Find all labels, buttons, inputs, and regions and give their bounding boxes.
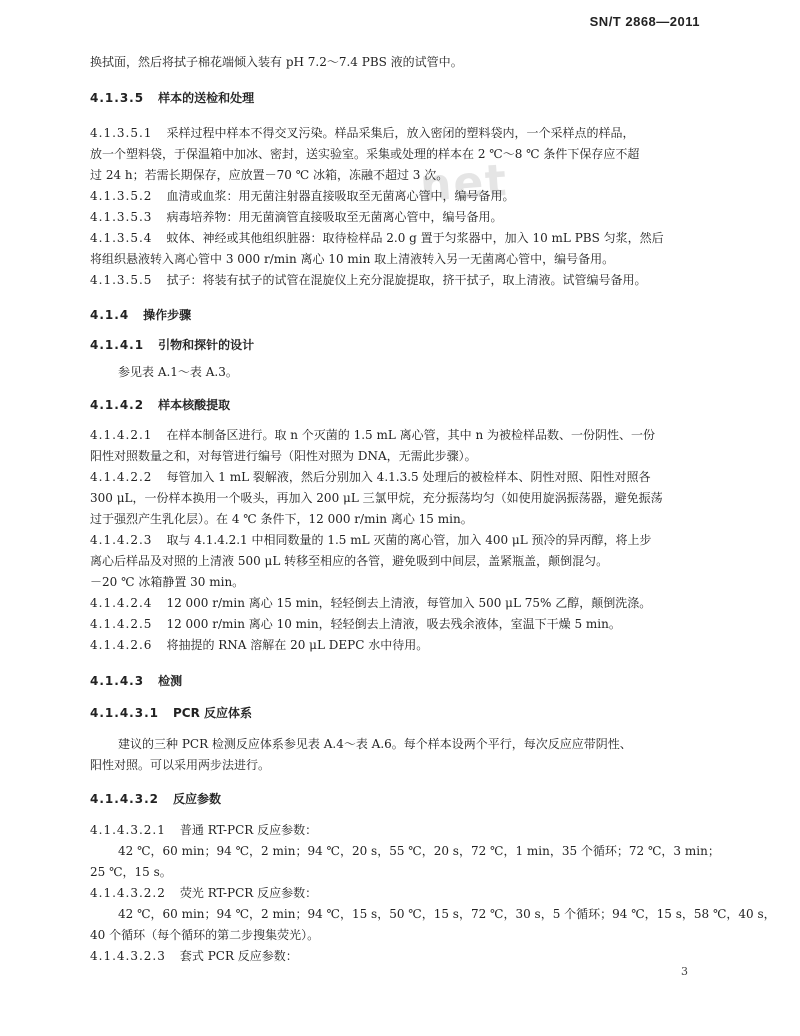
line-text: 将抽提的 RNA 溶解在 20 μL DEPC 水中待用。 (166, 638, 429, 652)
line-text: 在样本制备区进行。取 n 个灭菌的 1.5 mL 离心管，其中 n 为被检样品数、一份阴性、一份 (166, 428, 656, 442)
text-line (90, 251, 614, 267)
line-text: 放一个塑料袋，于保温箱中加冰、密封，送实验室。采集或处理的样本在 2 ℃～8 ℃ 条件下保存应不超 (90, 147, 640, 161)
section-heading (90, 90, 254, 106)
heading-text: 操作步骤 (143, 308, 192, 322)
line-text: 阳性对照数量之和，对每管进行编号（阳性对照为 DNA，无需此步骤）。 (90, 449, 477, 463)
line-text: 拭子：将装有拭子的试管在混旋仪上充分混旋提取，挤干拭子，取上清液。试管编号备用。 (166, 273, 647, 287)
text-line (90, 448, 477, 464)
line-text: 套式 PCR 反应参数： (179, 949, 298, 963)
page-number: 3 (681, 965, 688, 978)
clause-number: 4.1.4.2.1 (90, 428, 153, 442)
text-line (90, 125, 634, 141)
line-text: 每管加入 1 mL 裂解液，然后分别加入 4.1.3.5 处理后的被检样本、阴性对照、阳性对照各 (166, 470, 651, 484)
text-line (118, 364, 238, 380)
section-heading (90, 673, 182, 689)
heading-text: 检测 (158, 674, 183, 688)
line-text: 参见表 A.1～表 A.3。 (118, 365, 238, 379)
text-line (90, 616, 621, 632)
clause-number: 4.1.4.3.2 (90, 792, 159, 806)
clause-number: 4.1.4.3.2.1 (90, 823, 166, 837)
line-text: 取与 4.1.4.2.1 中相同数量的 1.5 mL 灭菌的离心管，加入 400 μL 预冷的异丙醇，将上步 (166, 533, 652, 547)
text-line (90, 511, 473, 527)
section-heading (90, 397, 230, 413)
line-text: 25 ℃，15 s。 (90, 865, 172, 879)
text-line (90, 469, 650, 485)
line-text: 将组织悬液转入离心管中 3 000 r/min 离心 10 min 取上清液转入另一无菌离心管中，编号备用。 (90, 252, 615, 266)
clause-number: 4.1.3.5.5 (90, 273, 153, 287)
line-text: 换拭面，然后将拭子棉花端倾入装有 pH 7.2～7.4 PBS 液的试管中。 (90, 55, 463, 69)
text-line (90, 864, 172, 880)
line-text: 普通 RT-PCR 反应参数： (179, 823, 318, 837)
text-line (90, 595, 651, 611)
standard-code: SN/T 2868—2011 (589, 14, 700, 29)
clause-number: 4.1.3.5.4 (90, 231, 153, 245)
line-text: 建议的三种 PCR 检测反应体系参见表 A.4～表 A.6。每个样本设两个平行，每次反应应带阴性、 (118, 737, 632, 751)
line-text: 荧光 RT-PCR 反应参数： (179, 886, 318, 900)
text-line (90, 188, 514, 204)
text-line (90, 230, 664, 246)
line-text: 蚊体、神经或其他组织脏器：取待检样品 2.0 g 置于匀浆器中，加入 10 mL PBS 匀浆，然后 (166, 231, 664, 245)
text-line (90, 637, 428, 653)
clause-number: 4.1.4.1 (90, 338, 145, 352)
line-text: 阳性对照。可以采用两步法进行。 (90, 758, 271, 772)
text-line (90, 167, 448, 183)
heading-text: 样本核酸提取 (158, 398, 231, 412)
heading-text: 样本的送检和处理 (158, 91, 255, 105)
clause-number: 4.1.3.5.1 (90, 126, 153, 140)
clause-number: 4.1.3.5.3 (90, 210, 153, 224)
clause-number: 4.1.4 (90, 308, 130, 322)
line-text: 血清或血浆：用无菌注射器直接吸取至无菌离心管中，编号备用。 (166, 189, 515, 203)
text-line (118, 736, 632, 752)
line-text: 过 24 h；若需长期保存，应放置－70 ℃ 冰箱，冻融不超过 3 次。 (90, 168, 449, 182)
clause-number: 4.1.4.2.5 (90, 617, 153, 631)
clause-number: 4.1.4.2.2 (90, 470, 153, 484)
clause-number: 4.1.4.3.2.3 (90, 949, 166, 963)
heading-text: 反应参数 (172, 792, 221, 806)
clause-number: 4.1.3.5 (90, 91, 145, 105)
clause-number: 4.1.3.5.2 (90, 189, 153, 203)
line-text: 过于强烈产生乳化层）。在 4 ℃ 条件下，12 000 r/min 离心 15 min。 (90, 512, 473, 526)
text-line (90, 553, 608, 569)
clause-number: 4.1.4.2.4 (90, 596, 153, 610)
text-line (90, 427, 655, 443)
clause-number: 4.1.4.3 (90, 674, 145, 688)
text-line (90, 885, 317, 901)
section-heading (90, 337, 254, 353)
section-heading (90, 307, 191, 323)
text-line (90, 757, 270, 773)
text-line (118, 906, 776, 922)
line-text: 离心后样品及对照的上清液 500 μL 转移至相应的各管，避免吸到中间层，盖紧瓶盖，颠倒混匀。 (90, 554, 609, 568)
text-line (90, 822, 317, 838)
line-text: 42 ℃，60 min；94 ℃，2 min；94 ℃，20 s，55 ℃，20 s，72 ℃，1 min，35 个循环；72 ℃，3 min； (118, 844, 720, 858)
line-text: －20 ℃ 冰箱静置 30 min。 (90, 575, 245, 589)
clause-number: 4.1.4.2 (90, 398, 145, 412)
line-text: 40 个循环（每个循环的第二步搜集荧光）。 (90, 928, 320, 942)
line-text: 42 ℃，60 min；94 ℃，2 min；94 ℃，15 s，50 ℃，15 s，72 ℃，30 s，5 个循环；94 ℃，15 s，58 ℃，40 s， (118, 907, 776, 921)
clause-number: 4.1.4.3.2.2 (90, 886, 166, 900)
line-text: 病毒培养物：用无菌滴管直接吸取至无菌离心管中，编号备用。 (166, 210, 503, 224)
text-line (90, 146, 639, 162)
line-text: 采样过程中样本不得交叉污染。样品采集后，放入密闭的塑料袋内，一个采样点的样品， (166, 126, 635, 140)
line-text: 300 μL，一份样本换用一个吸头，再加入 200 μL 三氯甲烷，充分振荡均匀（如使用旋涡振荡器，避免振荡 (90, 491, 663, 505)
section-heading (90, 705, 252, 721)
watermark: net (418, 154, 510, 213)
text-line (90, 927, 319, 943)
heading-text: PCR 反应体系 (172, 706, 253, 720)
text-line (90, 532, 652, 548)
text-line (90, 948, 298, 964)
text-line (90, 209, 502, 225)
clause-number: 4.1.4.3.1 (90, 706, 159, 720)
clause-number: 4.1.4.2.3 (90, 533, 153, 547)
clause-number: 4.1.4.2.6 (90, 638, 153, 652)
line-text: 12 000 r/min 离心 10 min，轻轻倒去上清液，吸去残余液体，室温下干燥 5 min。 (166, 617, 621, 631)
text-line (118, 843, 720, 859)
text-line (90, 272, 646, 288)
text-line (90, 54, 463, 70)
line-text: 12 000 r/min 离心 15 min，轻轻倒去上清液，每管加入 500 μL 75% 乙醇，颠倒洗涤。 (166, 596, 652, 610)
text-line (90, 574, 244, 590)
heading-text: 引物和探针的设计 (158, 338, 255, 352)
text-line (90, 490, 663, 506)
section-heading (90, 791, 221, 807)
